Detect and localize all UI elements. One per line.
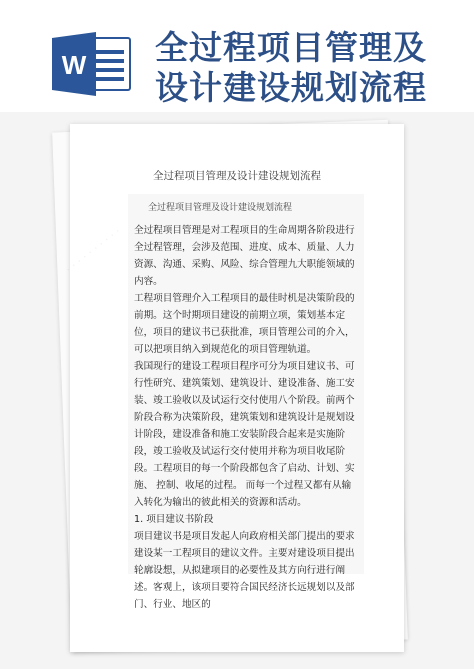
banner (0, 0, 474, 112)
document-title: 全过程项目管理及设计建设规划流程 (153, 170, 321, 182)
paragraph: 我国现行的建设工程项目程序可分为项目建议书、可行性研究、建筑策划、建筑设计、建设准备、施工安装、竣工验收以及试运行交付使用八个阶段。前两个阶段合称为决策阶段，建筑策划和建筑设计是规划设计阶段，建设准备和施工安装阶段合起来是实施阶段，竣工验收及试运行交付使用并称为项目收尾阶段。工程项目的每一个阶段都包含了启动、计划、实施、 控制、收尾的过程。 而每一个过程又都有从输入转化为输出的彼此相关的资源和活动。 (134, 361, 355, 508)
watermark: · · · · · · · · · · (63, 224, 124, 277)
word-icon (50, 30, 132, 98)
banner-title-line-1: 全过程项目管理及 (155, 28, 427, 67)
section-heading: 1. 项目建议书阶段 (134, 514, 214, 525)
paragraph: 全过程项目管理是对工程项目的生命周期各阶段进行全过程管理，会涉及范围、进度、成本、质量、人力资源、沟通、采购、风险、综合管理九大职能领域的内容。 (134, 225, 355, 287)
document-body (128, 194, 364, 610)
document-subtitle: 全过程项目管理及设计建设规划流程 (148, 203, 293, 213)
paragraph: 工程项目管理介入工程项目的最佳时机是决策阶段的前期。这个时期项目建设的前期立项，策划基本定位，项目的建议书已获批准，项目管理公司的介入，可以把项目纳入到规范化的项目管理轨道。 (134, 293, 355, 355)
paragraph: 项目建议书是项目发起人向政府相关部门提出的要求建设某一工程项目的建议文件。主要对建设项目提出轮廓设想，从拟建项目的必要性及其方向行进行阐述。客观上，该项目要符合国民经济长远规划以及部门、行业、地区的 (134, 531, 355, 610)
word-logo-letter: W (61, 50, 87, 80)
banner-title-line-2: 设计建设规划流程 (155, 68, 427, 107)
document-preview-area (0, 112, 474, 669)
document-page (63, 124, 404, 652)
